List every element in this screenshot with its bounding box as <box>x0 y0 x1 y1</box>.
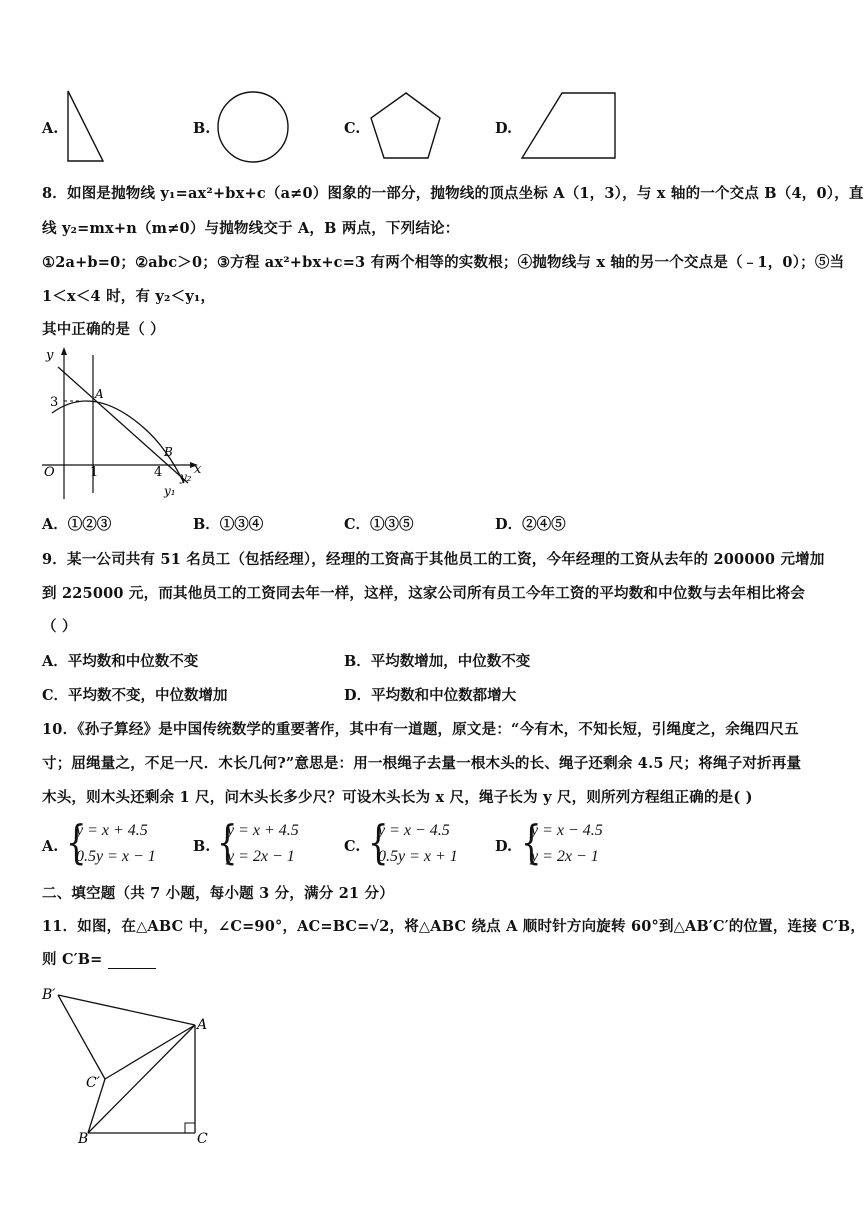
answer-blank[interactable] <box>108 954 156 969</box>
q10-option-b-label: B. <box>193 838 211 855</box>
q8-text-line2: 线 y₂=mx+n（m≠0）与抛物线交于 A，B 两点，下列结论： <box>42 220 460 237</box>
equation-system-a: { y = x + 4.5 0.5y = x − 1 <box>66 815 156 869</box>
graph-x-axis-label: x <box>194 462 202 477</box>
label-c-prime: C′ <box>86 1075 100 1091</box>
q7-option-a-label: A. <box>42 120 59 137</box>
q7-option-d-label: D. <box>495 120 513 137</box>
q8-option-d[interactable]: D．②④⑤ <box>495 516 566 533</box>
label-c: C <box>197 1131 208 1147</box>
graph-tick-1: 1 <box>90 465 99 480</box>
parabola-graph <box>36 343 206 503</box>
q9-option-d[interactable]: D．平均数和中位数都增大 <box>344 687 517 704</box>
q10-text-line2: 寸；屈绳量之，不足一尺．木长几何?”意思是：用一根绳子去量一根木头的长、绳子还剩余 4.5 尺；将绳子对折再量 <box>42 755 802 772</box>
graph-y1-label: y₁ <box>164 484 176 498</box>
graph-tick-3: 3 <box>50 395 59 410</box>
right-triangle-figure <box>64 88 106 164</box>
q9-text-line3: （ ） <box>42 618 77 635</box>
q9-option-b[interactable]: B．平均数增加，中位数不变 <box>344 653 531 670</box>
equation: y = x + 4.5 <box>76 822 148 839</box>
graph-y-axis-label: y <box>46 348 54 363</box>
q10-text-line1: 10．《孙子算经》是中国传统数学的重要著作，其中有一道题，原文是：“今有木，不知长短，引绳度之，余绳四尺五 <box>42 721 799 738</box>
label-b-prime: B′ <box>42 987 56 1003</box>
label-b: B <box>78 1131 89 1147</box>
graph-point-a: A <box>95 387 104 401</box>
equation: y = 2x − 1 <box>531 848 599 865</box>
q11-text-line2 <box>42 948 156 969</box>
graph-tick-4: 4 <box>154 465 163 480</box>
q10-option-a-label: A. <box>42 838 59 855</box>
equation: y = x + 4.5 <box>227 822 299 839</box>
equation: y = x − 4.5 <box>378 822 450 839</box>
equation-system-d: { y = x − 4.5 y = 2x − 1 <box>521 815 603 869</box>
q11-text-line1: 11．如图，在△ABC 中，∠C=90°，AC=BC=√2，将△ABC 绕点 A 顺时针方向旋转 60°到△AB′C′的位置，连接 C′B， <box>42 918 866 935</box>
q8-text-line4: 1＜x＜4 时，有 y₂＜y₁， <box>42 288 216 305</box>
trapezoid-figure <box>519 90 619 162</box>
graph-origin-label: O <box>44 465 55 480</box>
q10-text-line3: 木头，则木头还剩余 1 尺，问木头长多少尺？可设木头长为 x 尺，绳子长为 y 尺，则所列方程组正确的是( ) <box>42 789 753 806</box>
q8-option-a[interactable]: A．①②③ <box>42 516 112 533</box>
q9-option-a[interactable]: A．平均数和中位数不变 <box>42 653 199 670</box>
pentagon-figure <box>368 90 444 162</box>
section-title: 二、填空题（共 7 小题，每小题 3 分，满分 21 分） <box>42 885 394 902</box>
q9-option-c[interactable]: C．平均数不变，中位数增加 <box>42 687 228 704</box>
q8-option-c[interactable]: C．①③⑤ <box>344 516 414 533</box>
q7-option-c-label: C. <box>344 120 361 137</box>
equation: 0.5y = x − 1 <box>76 848 156 865</box>
q8-text-line1: 8．如图是抛物线 y₁=ax²+bx+c（a≠0）图象的一部分，抛物线的顶点坐标 A（1，3），与 x 轴的一个交点 B（4，0），直 <box>42 185 864 202</box>
q11-prompt: 则 C′B= <box>42 951 103 968</box>
q9-text-line2: 到 225000 元，而其他员工的工资同去年一样，这样，这家公司所有员工今年工资的平均数和中位数与去年相比将会 <box>42 585 806 602</box>
graph-y2-label: y₂ <box>180 470 192 484</box>
q10-option-c-label: C. <box>344 838 361 855</box>
q8-option-b[interactable]: B．①③④ <box>193 516 264 533</box>
equation: y = 2x − 1 <box>227 848 295 865</box>
label-a: A <box>197 1017 208 1033</box>
q8-text-line3: ①2a+b=0；②abc＞0；③方程 ax²+bx+c=3 有两个相等的实数根；④抛物线与 x 轴的另一个交点是（﹣1，0）；⑤当 <box>42 254 845 271</box>
graph-point-b: B <box>164 445 173 459</box>
circle-figure <box>215 90 291 164</box>
equation-system-b: { y = x + 4.5 y = 2x − 1 <box>217 815 299 869</box>
q8-text-line5: 其中正确的是（ ） <box>42 321 165 338</box>
equation: y = x − 4.5 <box>531 822 603 839</box>
q10-option-d-label: D. <box>495 838 513 855</box>
q9-text-line1: 9．某一公司共有 51 名员工（包括经理），经理的工资高于其他员工的工资，今年经理的工资从去年的 200000 元增加 <box>42 551 825 568</box>
rotation-triangle-figure <box>38 985 218 1150</box>
equation: 0.5y = x + 1 <box>378 848 458 865</box>
equation-system-c: { y = x − 4.5 0.5y = x + 1 <box>368 815 458 869</box>
q7-option-b-label: B. <box>193 120 211 137</box>
